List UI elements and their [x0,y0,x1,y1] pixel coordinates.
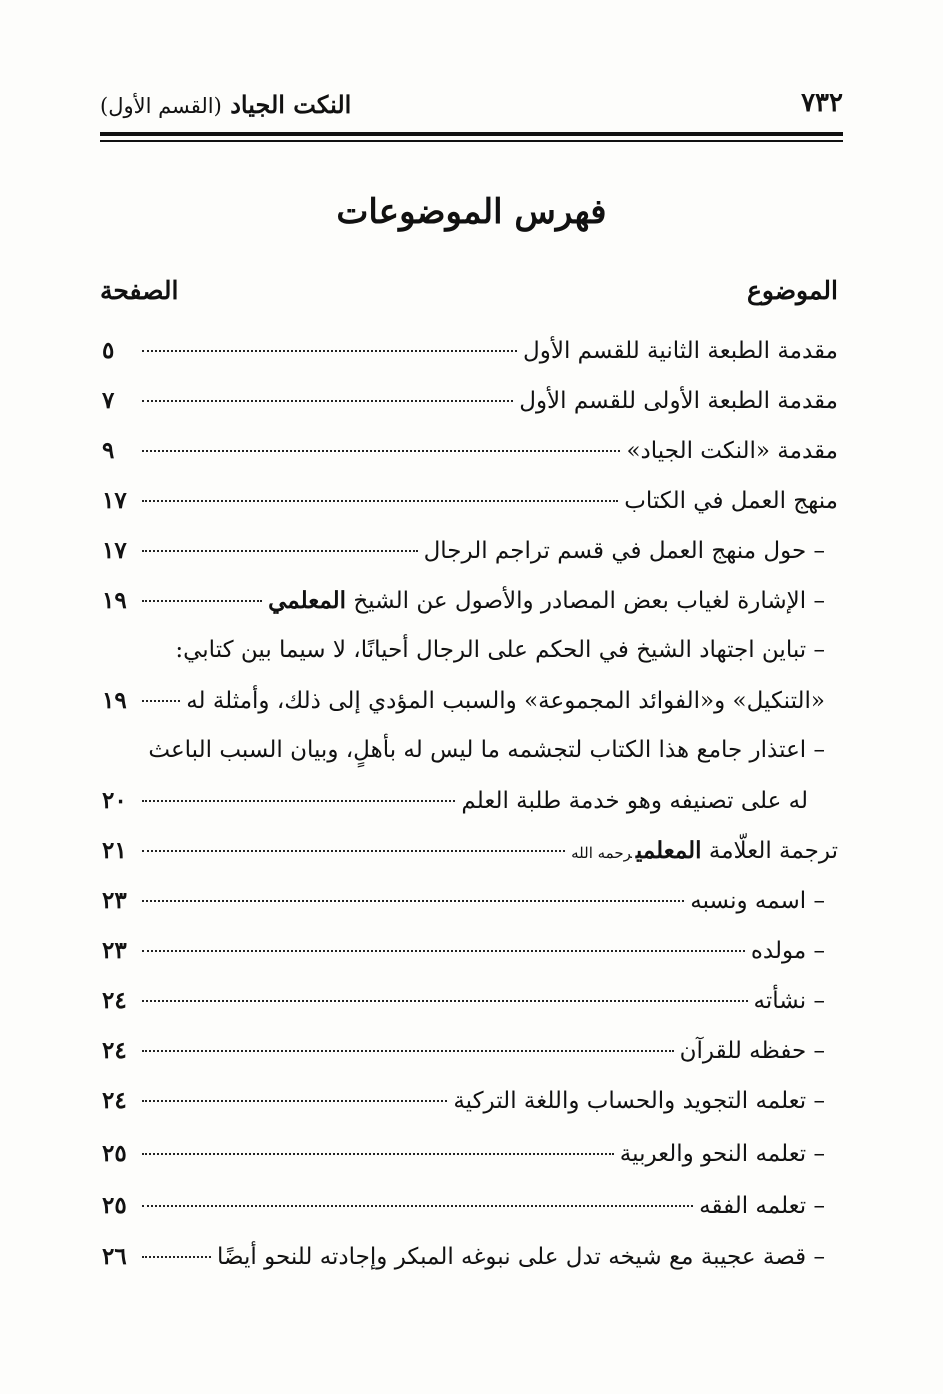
column-header-topic: الموضوع [747,276,838,305]
toc-entry-page: ٩ [102,437,115,464]
column-header-page: الصفحة [100,276,179,305]
honorific-glyph: رحمه الله [571,844,632,862]
dot-leader [142,900,684,902]
toc-entry-line1: – تباين اجتهاد الشيخ في الحكم على الرجال أحيانًا، لا سيما بين كتابي: [175,637,825,663]
toc-subentry [102,887,825,927]
dot-leader [142,1205,693,1207]
toc-entry-page: ٧ [102,387,115,414]
toc-entry-text: – حول منهج العمل في قسم تراجم الرجال [423,538,825,564]
dot-leader [142,600,262,602]
toc-entry [102,837,838,877]
header-rule-thin [100,140,843,142]
toc-entry-text: – تعلمه النحو والعربية [619,1141,825,1167]
toc-subentry [102,537,825,577]
toc-entry-text: – مولده [750,938,825,964]
dot-leader [142,550,418,552]
toc-entry-line2: «التنكيل» و«الفوائد المجموعة» والسبب المؤدي إلى ذلك، وأمثلة له [186,688,825,714]
toc-subentry [102,937,825,977]
entry-text-main: ترجمة العلّامة [708,838,838,864]
toc-entry [102,437,838,477]
running-header [100,88,843,128]
toc-entry-page: ٢١ [102,837,127,864]
toc-subentry [102,1192,825,1232]
toc-entry-text: مقدمة الطبعة الأولى للقسم الأول [519,388,838,414]
toc-entry-text [268,587,825,614]
dot-leader [142,800,455,802]
toc-subentry [102,1087,825,1127]
toc-entry-text: – حفظه للقرآن [679,1038,825,1064]
header-rule-thick [100,132,843,136]
toc-subentry [102,1243,825,1283]
toc-entry-page: ٢٦ [102,1243,127,1270]
toc-subentry [102,987,825,1027]
dot-leader [142,1153,614,1155]
toc-entry-page: ١٧ [102,537,127,564]
entry-bold-name: المعلمي [268,587,347,614]
toc-entry-line1: – اعتذار جامع هذا الكتاب لتجشمه ما ليس له بأهلٍ، وبيان السبب الباعث [148,737,825,763]
entry-text-main: – الإشارة لغياب بعض المصادر والأصول عن الشيخ [353,588,825,614]
dot-leader [142,700,180,702]
header-book-title [100,90,351,119]
toc-entry-page: ٢٥ [102,1192,127,1219]
toc-entry-page: ١٧ [102,487,127,514]
toc-entry-page: ١٩ [102,687,127,714]
toc-entry-text: – تعلمه الفقه [699,1193,825,1219]
toc-subentry [102,1037,825,1077]
dot-leader [142,1100,447,1102]
dot-leader [142,1000,748,1002]
toc-entry [102,487,838,527]
toc-entry [102,337,838,377]
toc-entry-page: ٢٥ [102,1140,127,1167]
entry-bold-name: المعلمي [635,837,702,864]
toc-entry-text: – قصة عجيبة مع شيخه تدل على نبوغه المبكر وإجادته للنحو أيضًا [217,1244,825,1270]
toc-entry-page: ١٩ [102,587,127,614]
toc-entry-page: ٢٤ [102,987,127,1014]
toc-subentry [102,787,808,827]
toc-subentry [102,687,825,727]
toc-entry-page: ٢٤ [102,1087,127,1114]
toc-entry-page: ٥ [102,337,115,364]
dot-leader [142,450,620,452]
toc-subentry [102,587,825,627]
toc-subentry [102,1140,825,1180]
dot-leader [142,1050,674,1052]
toc-entry-text: – نشأته [753,988,825,1014]
toc-entry-page: ٢٤ [102,1037,127,1064]
toc-entry-text: مقدمة «النكت الجياد» [626,438,838,464]
index-title: فهرس الموضوعات [336,192,607,232]
toc-entry-text: – اسمه ونسبه [690,888,825,914]
book-title: النكت الجياد [230,90,352,119]
column-headers [100,276,838,312]
dot-leader [142,1256,211,1258]
toc-entry-page: ٢٠ [102,787,127,814]
book-part: (القسم الأول) [100,94,222,118]
dot-leader [142,950,745,952]
toc-entry-page: ٢٣ [102,887,127,914]
toc-entry-text: – تعلمه التجويد والحساب واللغة التركية [453,1088,825,1114]
toc-entry-text: منهج العمل في الكتاب [624,488,838,514]
toc-entry-line2: له على تصنيفه وهو خدمة طلبة العلم [461,788,808,814]
dot-leader [142,850,565,852]
dot-leader [142,400,513,402]
toc-entry-text: مقدمة الطبعة الثانية للقسم الأول [523,338,838,364]
header-page-number: ٧٣٢ [801,88,843,118]
dot-leader [142,350,517,352]
toc-entry [102,387,838,427]
toc-entry-text [571,837,838,864]
toc-entry-page: ٢٣ [102,937,127,964]
dot-leader [142,500,618,502]
